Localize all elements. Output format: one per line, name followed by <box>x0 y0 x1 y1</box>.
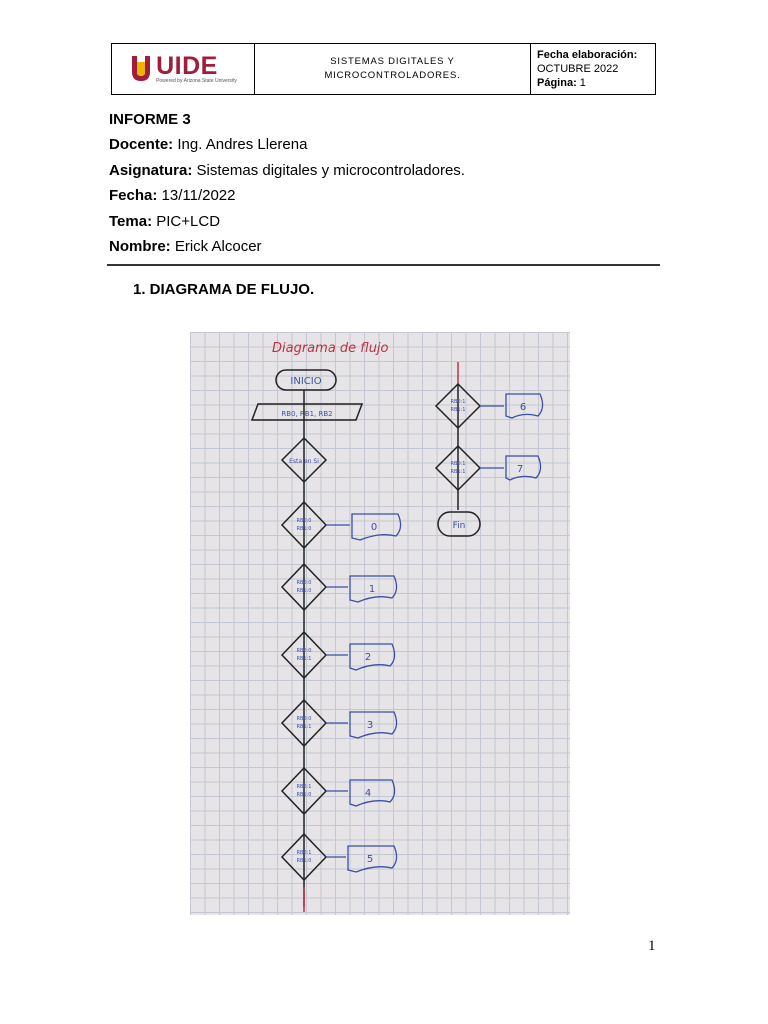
course-title-cell <box>255 44 531 94</box>
end-label: Fin <box>452 521 466 531</box>
uide-logo <box>129 54 237 84</box>
field-asignatura: Asignatura: Sistemas digitales y microcontroladores. <box>109 161 465 179</box>
svg-text:RB1:0: RB1:0 <box>296 588 312 594</box>
svg-text:RB1:1: RB1:1 <box>296 656 312 662</box>
svg-text:RB1:0: RB1:0 <box>296 792 312 798</box>
logo-subtext: Powered by Arizona State University <box>156 78 237 84</box>
course-title: SISTEMAS DIGITALES Y MICROCONTROLADORES. <box>324 56 461 81</box>
document-header <box>111 43 656 95</box>
input-label: RB0, RB1, RB2 <box>281 410 333 418</box>
start-label: INICIO <box>290 376 322 387</box>
field-nombre: Nombre: Erick Alcocer <box>109 237 262 255</box>
uide-logo-icon <box>129 54 153 84</box>
svg-text:RB0:0: RB0:0 <box>296 648 312 654</box>
svg-text:RB0:0: RB0:0 <box>296 518 312 524</box>
date-value: OCTUBRE 2022 <box>537 63 619 75</box>
svg-text:1: 1 <box>368 584 376 595</box>
svg-text:RB0:1: RB0:1 <box>296 850 312 856</box>
svg-text:2: 2 <box>364 652 372 663</box>
svg-text:RB0:1: RB0:1 <box>450 399 466 405</box>
report-info <box>109 110 465 262</box>
svg-text:RB1:1: RB1:1 <box>450 407 466 413</box>
left-output-shapes <box>326 514 401 872</box>
field-fecha: Fecha: 13/11/2022 <box>109 187 236 205</box>
svg-text:RB1:0: RB1:0 <box>296 526 312 532</box>
right-output-labels <box>517 402 526 475</box>
report-title: INFORME 3 <box>109 111 191 128</box>
meta-cell <box>531 44 655 94</box>
field-docente: Docente: Ing. Andres Llerena <box>109 136 308 154</box>
svg-text:RB1:0: RB1:0 <box>296 858 312 864</box>
svg-text:RB0:0: RB0:0 <box>296 716 312 722</box>
logo-word: UIDE <box>156 52 218 80</box>
section-heading: 1. DIAGRAMA DE FLUJO. <box>133 281 315 298</box>
page-number: 1 <box>648 938 656 954</box>
svg-text:7: 7 <box>516 464 524 475</box>
svg-text:RB0:1: RB0:1 <box>296 784 312 790</box>
svg-text:3: 3 <box>366 720 374 731</box>
horizontal-rule <box>107 264 660 266</box>
question-label: Esta en Si <box>289 458 319 465</box>
svg-text:RB0:0: RB0:0 <box>296 580 312 586</box>
left-output-labels <box>365 522 377 865</box>
svg-text:6: 6 <box>519 402 527 413</box>
svg-text:RB0:1: RB0:1 <box>450 461 466 467</box>
svg-text:RB1:1: RB1:1 <box>450 469 466 475</box>
svg-text:4: 4 <box>364 788 372 799</box>
page-label: Página: <box>537 77 577 89</box>
right-output-shapes <box>480 394 543 480</box>
svg-text:RB1:1: RB1:1 <box>296 724 312 730</box>
svg-text:5: 5 <box>366 854 374 865</box>
flowchart-photo <box>190 332 570 915</box>
page-value: 1 <box>579 77 586 89</box>
svg-text:0: 0 <box>370 522 378 533</box>
date-label: Fecha elaboración: <box>537 49 638 61</box>
flowchart-title: Diagrama de flujo <box>272 341 389 356</box>
field-tema: Tema: PIC+LCD <box>109 212 221 230</box>
logo-cell <box>112 44 255 94</box>
flowchart-drawing <box>190 332 570 915</box>
